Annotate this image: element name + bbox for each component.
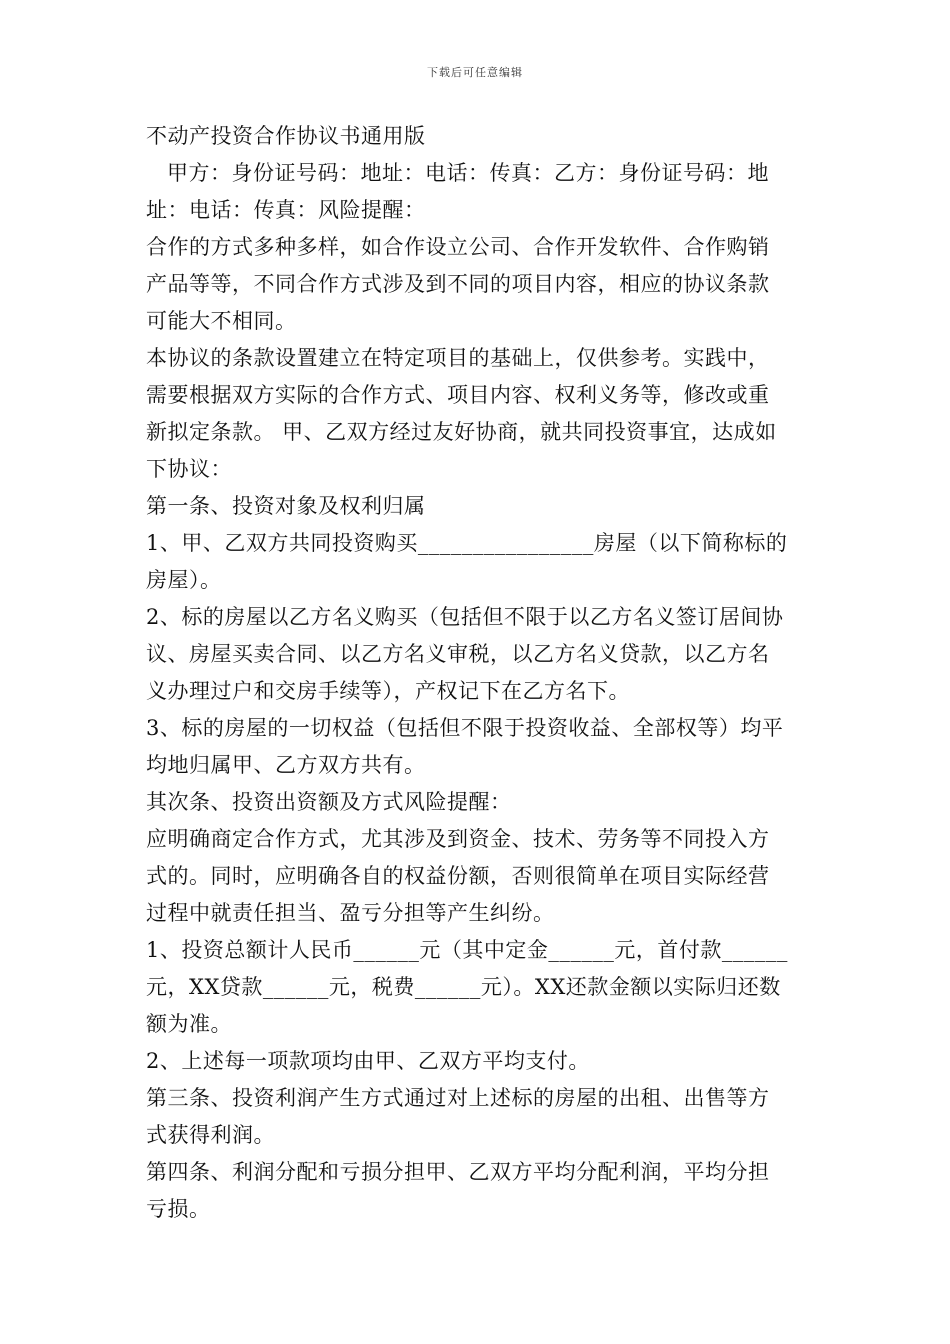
article-heading: 第四条、利润分配和亏损分担甲、乙双方平均分配利润，平均分担	[146, 1160, 770, 1184]
text-line: 议、房屋买卖合同、以乙方名义审税，以乙方名义贷款，以乙方名	[146, 642, 770, 666]
text-line: 式获得利润。	[146, 1123, 275, 1147]
text-line: 本协议的条款设置建立在特定项目的基础上，仅供参考。实践中，	[146, 346, 770, 370]
text-line: 合作的方式多种多样，如合作设立公司、合作开发软件、合作购销	[146, 235, 770, 259]
text-line: 址：电话：传真：风险提醒：	[146, 198, 426, 222]
text-line: 过程中就责任担当、盈亏分担等产生纠纷。	[146, 901, 555, 925]
text-line: 1、投资总额计人民币______元（其中定金______元，首付款______	[146, 938, 788, 962]
text-line: 需要根据双方实际的合作方式、项目内容、权利义务等，修改或重	[146, 383, 770, 407]
text-line: 1、甲、乙双方共同投资购买________________房屋（以下简称标的	[146, 531, 788, 555]
text-line: 房屋）。	[146, 568, 222, 592]
text-line: 元，XX贷款______元，税费______元）。XX还款金额以实际归还数	[146, 975, 781, 999]
text-line: 2、标的房屋以乙方名义购买（包括但不限于以乙方名义签订居间协	[146, 605, 784, 629]
article-heading: 其次条、投资出资额及方式风险提醒：	[146, 790, 512, 814]
text-line: 亏损。	[146, 1197, 211, 1221]
article-heading: 第一条、投资对象及权利归属	[146, 494, 426, 518]
text-line: 新拟定条款。 甲、乙双方经过友好协商，就共同投资事宜，达成如	[146, 420, 777, 444]
text-line: 3、标的房屋的一切权益（包括但不限于投资收益、全部权等）均平	[146, 716, 784, 740]
text-line: 2、上述每一项款项均由甲、乙双方平均支付。	[146, 1049, 590, 1073]
text-line: 均地归属甲、乙方双方共有。	[146, 753, 426, 777]
text-line: 可能大不相同。	[146, 309, 297, 333]
text-line: 额为准。	[146, 1012, 232, 1036]
text-line: 产品等等，不同合作方式涉及到不同的项目内容，相应的协议条款	[146, 272, 770, 296]
text-line: 下协议：	[146, 457, 232, 481]
document-title: 不动产投资合作协议书通用版	[146, 124, 426, 148]
text-line: 应明确商定合作方式，尤其涉及到资金、技术、劳务等不同投入方	[146, 827, 770, 851]
text-line: 甲方：身份证号码：地址：电话：传真：乙方：身份证号码：地	[167, 161, 769, 185]
text-line: 式的。同时，应明确各自的权益份额，否则很简单在项目实际经营	[146, 864, 770, 888]
header-note: 下载后可任意编辑	[427, 66, 523, 79]
article-heading: 第三条、投资利润产生方式通过对上述标的房屋的出租、出售等方	[146, 1086, 770, 1110]
text-line: 义办理过户和交房手续等），产权记下在乙方名下。	[146, 679, 630, 703]
document-body	[146, 118, 810, 1228]
